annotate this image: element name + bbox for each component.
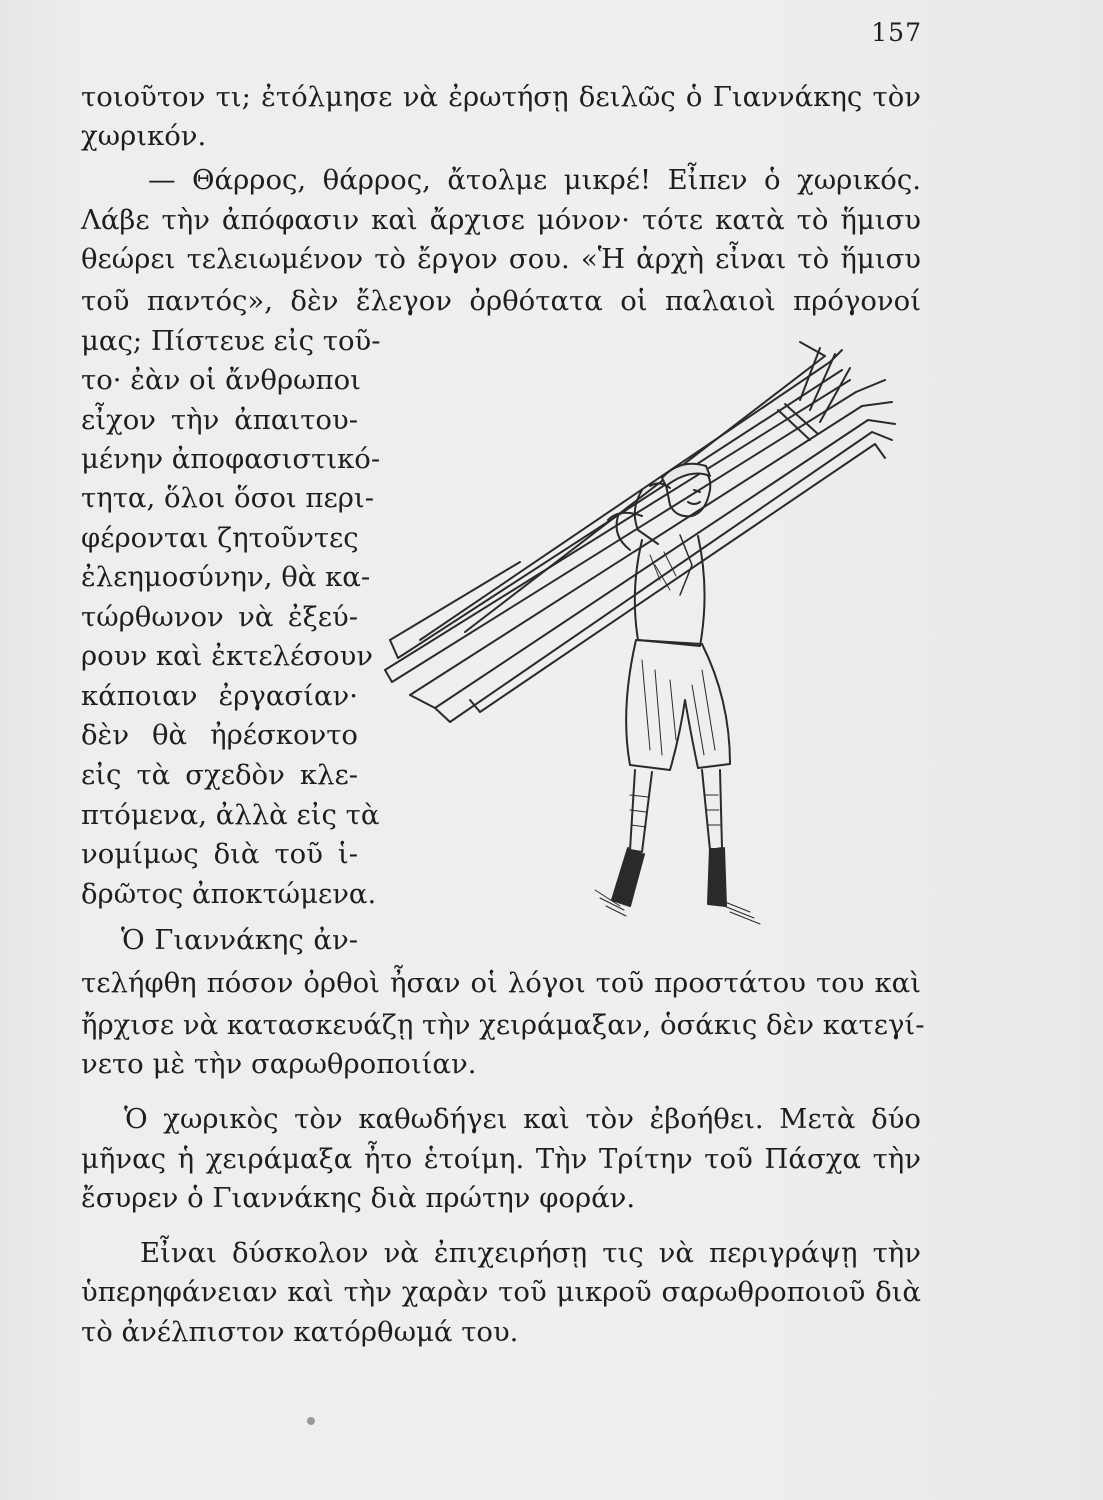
boy-carrying-bundle-of-poles-icon — [380, 340, 925, 940]
text-line: εἰς τὰ σχεδὸν κλε- — [81, 759, 358, 791]
paper-speck — [307, 1417, 315, 1425]
text-line: ὑπερηφάνειαν καὶ τὴν χαρὰν τοῦ μικροῦ σαρωθροποιοῦ διὰ — [81, 1276, 921, 1308]
text-line: μένην ἀποφασιστικό- — [81, 443, 381, 475]
text-line: θεώρει τελειωμένον τὸ ἔργον σου. «Ἡ ἀρχὴ εἶναι τὸ ἥμισυ — [81, 243, 921, 275]
text-line: νετο μὲ τὴν σαρωθροποιίαν. — [81, 1048, 477, 1080]
text-line: ρουν καὶ ἐκτελέσουν — [81, 640, 374, 672]
text-line: τητα, ὅλοι ὅσοι περι- — [81, 482, 374, 514]
text-line: δρῶτος ἀποκτώμενα. — [81, 878, 377, 910]
text-line: πτόμενα, ἀλλὰ εἰς τὰ — [81, 799, 380, 831]
text-line: τώρθωνον νὰ ἐξεύ- — [81, 601, 358, 633]
text-line: Ὁ χωρικὸς τὸν καθωδήγει καὶ τὸν ἐβοήθει. Μετὰ δύο — [124, 1103, 921, 1135]
text-line: κάποιαν ἐργασίαν· — [81, 680, 358, 712]
text-line: τοῦ παντός», δὲν ἔλεγον ὀρθότατα οἱ παλαιοὶ πρόγονοί — [81, 285, 921, 317]
text-line: τοιοῦτον τι; ἐτόλμησε νὰ ἐρωτήσῃ δειλῶς ὁ Γιαννάκης τὸν — [81, 81, 921, 113]
page-number: 157 — [871, 18, 922, 47]
text-line: ἔσυρεν ὁ Γιαννάκης διὰ πρώτην φοράν. — [81, 1182, 636, 1214]
boy-legs — [612, 770, 726, 906]
text-line: τὸ ἀνέλπιστον κατόρθωμά του. — [81, 1316, 519, 1348]
text-line: Εἶναι δύσκολον νὰ ἐπιχειρήσῃ τις νὰ περιγράψῃ τὴν — [140, 1237, 921, 1269]
text-line: Λάβε τὴν ἀπόφασιν καὶ ἄρχισε μόνον· τότε κατὰ τὸ ἥμισυ — [81, 204, 921, 236]
text-line: ἐλεημοσύνην, θὰ κα- — [81, 561, 371, 593]
text-line: φέρονται ζητοῦντες — [81, 522, 359, 554]
text-line: τελήφθη πόσον ὀρθοὶ ἦσαν οἱ λόγοι τοῦ προστάτου του καὶ — [81, 967, 921, 999]
text-line: νομίμως διὰ τοῦ ἱ- — [81, 838, 358, 870]
text-line: ἤρχισε νὰ κατασκευάζῃ τὴν χειράμαξαν, ὁσάκις δὲν κατεγί- — [81, 1009, 925, 1041]
text-line: χωρικόν. — [81, 120, 207, 152]
text-line: εἶχον τὴν ἀπαιτου- — [81, 404, 358, 436]
text-line: μας; Πίστευε εἰς τοῦ- — [81, 325, 381, 357]
text-line: το· ἐὰν οἱ ἄνθρωποι — [81, 364, 361, 396]
text-line: δὲν θὰ ἠρέσκοντο — [81, 719, 358, 751]
text-line: μῆνας ἡ χειράμαξα ἦτο ἑτοίμη. Τὴν Τρίτην τοῦ Πάσχα τὴν — [81, 1143, 921, 1175]
boy-shorts — [626, 640, 730, 770]
text-line: — Θάρρος, θάρρος, ἄτολμε μικρέ! Εἶπεν ὁ χωρικός. — [148, 164, 921, 196]
text-line: Ὁ Γιαννάκης ἀν- — [121, 924, 358, 956]
